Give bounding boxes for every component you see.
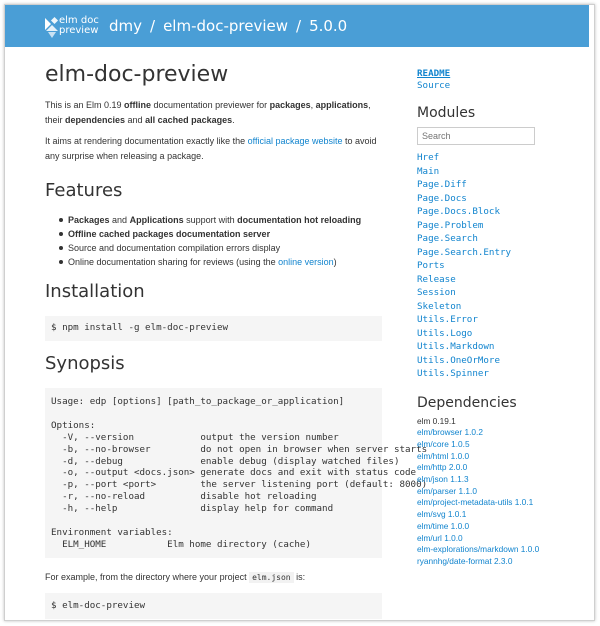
module-link-page-docs[interactable]: Page.Docs [417,192,467,204]
module-link-page-problem[interactable]: Page.Problem [417,219,484,231]
dependency-link[interactable]: elm/project-metadata-utils 1.0.1 [417,497,534,508]
page-title: elm-doc-preview [45,62,229,87]
list-item: Packages and Applications support with documentation hot reloading [59,213,385,227]
readme-content [45,58,400,619]
module-link-utils-oneormore[interactable]: Utils.OneOrMore [417,354,500,366]
logo[interactable] [43,14,99,42]
module-link-utils-logo[interactable]: Utils.Logo [417,327,473,339]
inline-code: elm.json [249,572,294,583]
module-link-utils-error[interactable]: Utils.Error [417,314,478,325]
official-package-website-link[interactable]: official package website [247,136,343,146]
logo-line-1: elm doc [59,15,99,26]
dependency-link[interactable]: elm-explorations/markdown 1.0.0 [417,544,540,555]
features-list [59,213,385,269]
module-link-page-diff[interactable]: Page.Diff [417,179,467,190]
breadcrumb-separator: / [296,17,302,35]
features-heading: Features [45,180,123,201]
intro-paragraph: This is an Elm 0.19 offline documentation previewer for packages, applications, their dependencies and all cached packages. [45,100,371,125]
module-link-session[interactable]: Session [417,287,456,298]
module-link-skeleton[interactable]: Skeleton [417,300,462,312]
modules-heading: Modules [417,105,476,121]
dependency-link[interactable]: ryannhg/date-format 2.3.0 [417,555,513,566]
module-link-page-docs-block[interactable]: Page.Docs.Block [417,206,500,217]
search-input[interactable] [417,127,535,145]
online-version-link[interactable]: online version [278,257,334,267]
breadcrumb-separator: / [150,17,156,35]
module-link-main[interactable]: Main [417,165,440,177]
dependency-link[interactable]: elm/core 1.0.5 [417,438,470,449]
dependency-link[interactable]: elm/parser 1.1.0 [417,485,477,496]
module-link-utils-markdown[interactable]: Utils.Markdown [417,341,495,352]
dependency-link[interactable]: elm/url 1.0.0 [417,532,463,543]
sidebar [417,68,577,568]
synopsis-heading: Synopsis [45,353,125,374]
breadcrumb-version[interactable]: 5.0.0 [309,17,348,35]
dependency-link[interactable]: elm/json 1.1.3 [417,474,469,485]
module-link-page-search[interactable]: Page.Search [417,233,478,244]
dependency-link[interactable]: elm/html 1.0.0 [417,450,470,461]
example-paragraph: For example, from the directory where your project elm.json is: [45,572,306,582]
logo-text [59,16,99,36]
module-link-href[interactable]: Href [417,152,440,163]
list-item: Online documentation sharing for reviews (using the online version) [59,255,385,269]
source-link[interactable]: Source [417,79,451,91]
list-item: Offline cached packages documentation server [59,227,385,241]
module-link-ports[interactable]: Ports [417,260,445,271]
breadcrumb [109,17,347,35]
header-bar [5,5,589,47]
dependency-link[interactable]: elm/http 2.0.0 [417,462,468,473]
dependency-link[interactable]: elm/browser 1.0.2 [417,427,483,438]
elm-version: elm 0.19.1 [417,415,456,426]
module-link-page-search-entry[interactable]: Page.Search.Entry [417,246,512,258]
aim-paragraph: It aims at rendering documentation exactly like the official package website to avoid any surprise when releasing a package. [45,136,377,161]
list-item: Source and documentation compilation errors display [59,241,385,255]
dependencies-list [417,416,577,568]
logo-line-2: preview [59,25,99,36]
breadcrumb-package[interactable]: elm-doc-preview [163,17,288,35]
install-code-block: $ npm install -g elm-doc-preview [45,316,382,341]
dependencies-heading: Dependencies [417,394,517,411]
installation-heading: Installation [45,281,145,302]
readme-link[interactable]: README [417,68,451,79]
module-link-release[interactable]: Release [417,273,456,285]
example-code-block: $ elm-doc-preview [45,593,382,619]
module-link-utils-spinner[interactable]: Utils.Spinner [417,368,489,379]
breadcrumb-author[interactable]: dmy [109,17,143,35]
dependency-link[interactable]: elm/time 1.0.0 [417,520,470,531]
synopsis-code-block: Usage: edp [options] [path_to_package_or_application] Options: -V, --version output the version number -b, --no-browser do not open in browser when server -d, --debug enable debug (display watched files) -o, --output <docs.json> generate docs and exit with status -p, --port <port> the server listening port (default: -r, --no-reload disable hot reloading -h, --help display help for command Environment variables: ELM_HOME Elm home directory (cache) [45,388,382,558]
modules-list [417,151,577,381]
dependency-link[interactable]: elm/svg 1.0.1 [417,509,467,520]
